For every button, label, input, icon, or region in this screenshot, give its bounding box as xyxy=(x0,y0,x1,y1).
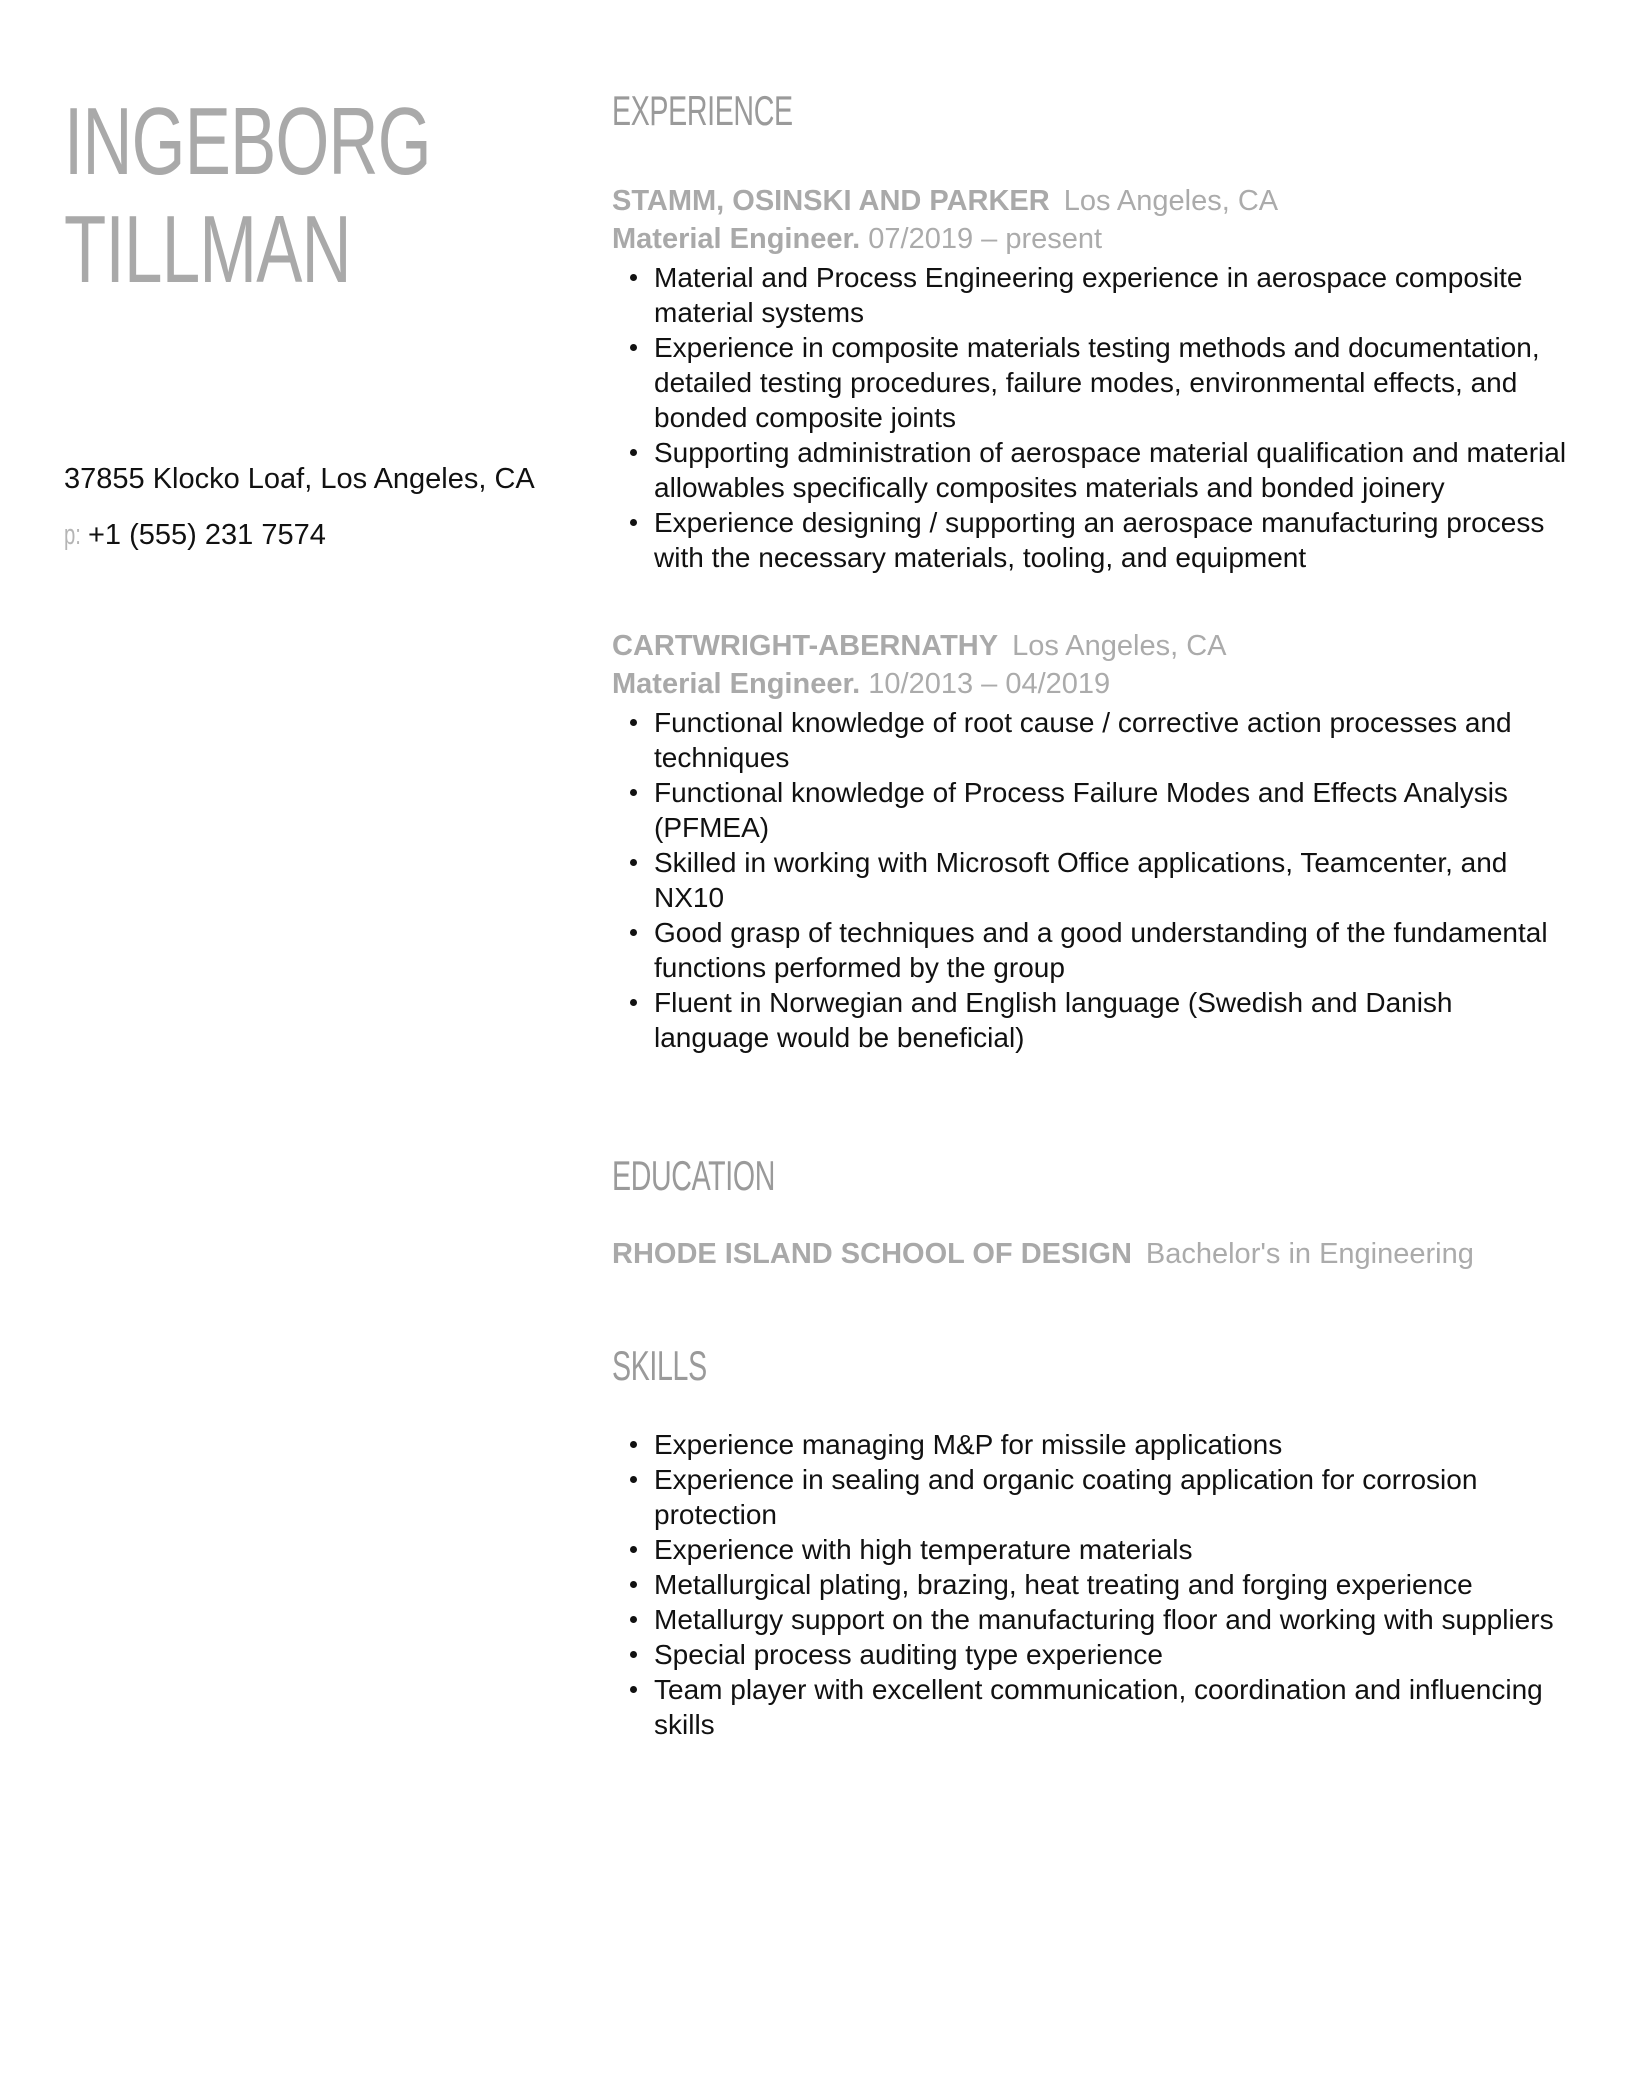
job-location: Los Angeles, CA xyxy=(1012,630,1227,662)
list-item: Material and Process Engineering experience in aerospace composite material systems xyxy=(654,260,1572,330)
list-item: Skilled in working with Microsoft Office applications, Teamcenter, and NX10 xyxy=(654,845,1572,915)
phone-label: p: xyxy=(64,519,81,551)
job-dates: 07/2019 – present xyxy=(868,223,1103,255)
education-section xyxy=(612,1151,1572,1273)
list-item: Experience in sealing and organic coating application for corrosion protection xyxy=(654,1462,1572,1532)
list-item: Fluent in Norwegian and English language (Swedish and Danish language would be beneficial) xyxy=(654,985,1572,1055)
list-item: Functional knowledge of root cause / corrective action processes and techniques xyxy=(654,705,1572,775)
company-line xyxy=(612,627,1572,665)
skills-list xyxy=(612,1427,1572,1742)
company-name: CARTWRIGHT-ABERNATHY xyxy=(612,630,999,662)
company-name: STAMM, OSINSKI AND PARKER xyxy=(612,185,1050,217)
job-entry xyxy=(612,627,1572,1055)
list-item: Metallurgical plating, brazing, heat treating and forging experience xyxy=(654,1567,1572,1602)
list-item: Supporting administration of aerospace material qualification and material allowables specifically composites materials and bonded joinery xyxy=(654,435,1572,505)
education-title: EDUCATION xyxy=(612,1152,776,1199)
phone-line xyxy=(64,518,584,552)
role-line xyxy=(612,665,1572,703)
experience-section xyxy=(612,86,1572,1055)
address: 37855 Klocko Loaf, Los Angeles, CA xyxy=(64,463,535,495)
skills-title: SKILLS xyxy=(612,1342,707,1389)
degree: Bachelor's in Engineering xyxy=(1145,1238,1474,1270)
skills-section xyxy=(612,1341,1572,1742)
last-name: TILLMAN xyxy=(64,196,351,303)
job-location: Los Angeles, CA xyxy=(1063,185,1279,217)
list-item: Functional knowledge of Process Failure Modes and Effects Analysis (PFMEA) xyxy=(654,775,1572,845)
job-bullets xyxy=(612,705,1572,1055)
list-item: Good grasp of techniques and a good understanding of the fundamental functions performed by the group xyxy=(654,915,1572,985)
job-role: Material Engineer. xyxy=(612,668,861,700)
job-dates: 10/2013 – 04/2019 xyxy=(868,668,1111,700)
experience-title: EXPERIENCE xyxy=(612,87,793,134)
school-name: RHODE ISLAND SCHOOL OF DESIGN xyxy=(612,1238,1132,1270)
job-role: Material Engineer. xyxy=(612,223,861,255)
job-entry xyxy=(612,182,1572,575)
name-block xyxy=(64,88,564,304)
first-name: INGEBORG xyxy=(64,88,431,195)
list-item: Experience managing M&P for missile applications xyxy=(654,1427,1572,1462)
job-bullets xyxy=(612,260,1572,575)
main-column xyxy=(612,86,1572,1742)
list-item: Special process auditing type experience xyxy=(654,1637,1572,1672)
list-item: Metallurgy support on the manufacturing floor and working with suppliers xyxy=(654,1602,1572,1637)
contact-block xyxy=(64,462,584,574)
list-item: Team player with excellent communication, coordination and influencing skills xyxy=(654,1672,1572,1742)
list-item: Experience in composite materials testing methods and documentation, detailed testing procedures, failure modes, environmental effects, and bonded composite joints xyxy=(654,330,1572,435)
education-line xyxy=(612,1235,1572,1273)
list-item: Experience designing / supporting an aerospace manufacturing process with the necessary materials, tooling, and equipment xyxy=(654,505,1572,575)
role-line xyxy=(612,220,1572,258)
list-item: Experience with high temperature materials xyxy=(654,1532,1572,1567)
phone-number: +1 (555) 231 7574 xyxy=(88,519,326,551)
company-line xyxy=(612,182,1572,220)
